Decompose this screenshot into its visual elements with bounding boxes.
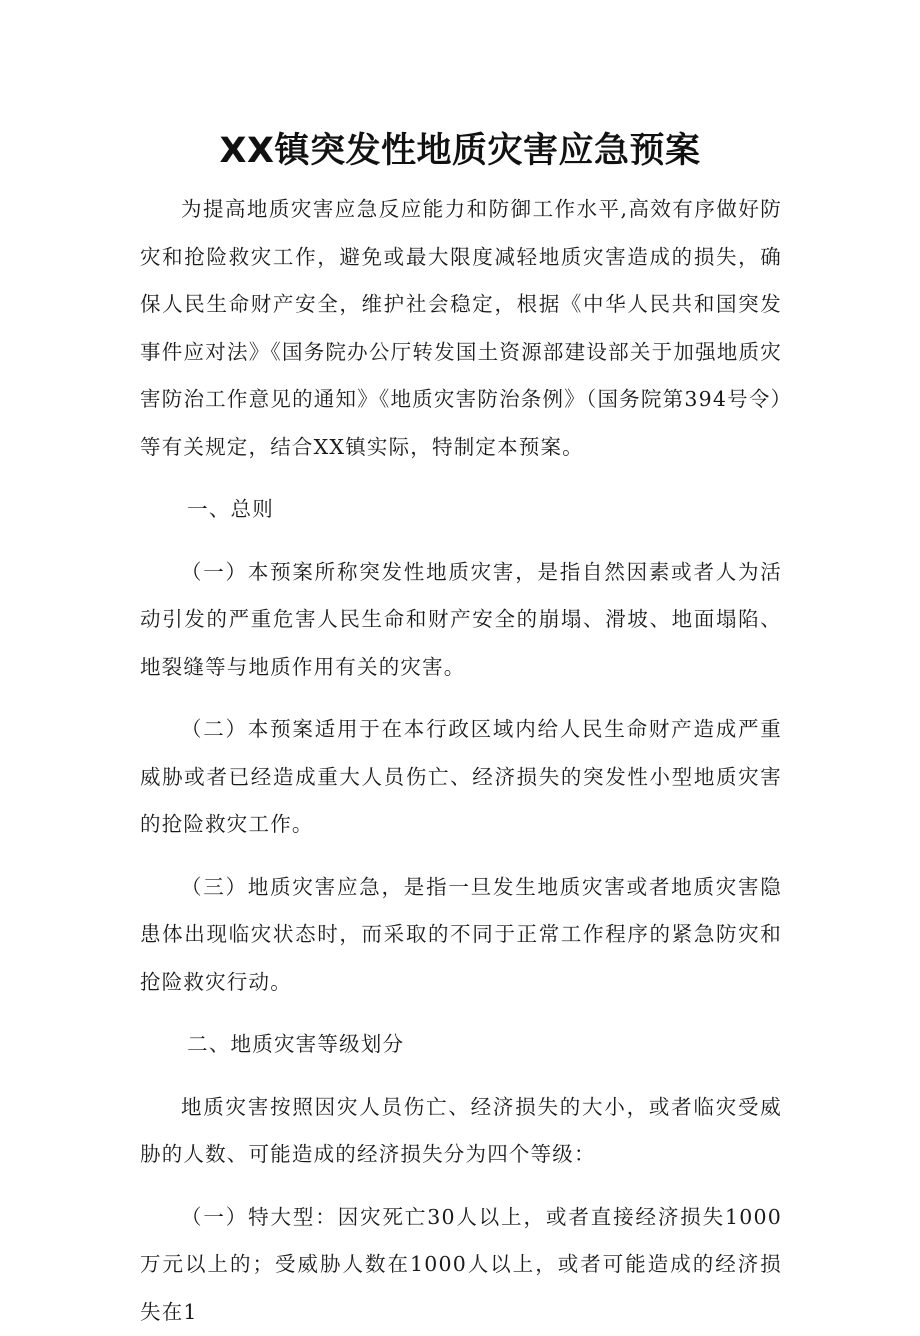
paragraph-spacer	[140, 849, 782, 864]
document-title: XX镇突发性地质灾害应急预案	[0, 126, 920, 176]
section1-paragraph-2: （二）本预案适用于在本行政区域内给人民生命财产造成严重威胁或者已经造成重大人员伤亡、经济损失的突发性小型地质灾害的抢险救灾工作。	[140, 706, 782, 849]
section2-paragraph-2: （一）特大型：因灾死亡30人以上，或者直接经济损失1000万元以上的；受威胁人数在1000人以上，或者可能造成的经济损失在1	[140, 1194, 782, 1336]
document-body	[140, 186, 782, 1336]
section-heading-classification: 二、地质灾害等级划分	[140, 1021, 782, 1069]
paragraph-spacer	[140, 1179, 782, 1194]
section2-paragraph-1: 地质灾害按照因灾人员伤亡、经济损失的大小，或者临灾受威胁的人数、可能造成的经济损失分为四个等级：	[140, 1084, 782, 1179]
paragraph-spacer	[140, 1006, 782, 1021]
paragraph-spacer	[140, 534, 782, 549]
intro-paragraph: 为提高地质灾害应急反应能力和防御工作水平,高效有序做好防灾和抢险救灾工作，避免或最大限度减轻地质灾害造成的损失，确保人民生命财产安全，维护社会稳定，根据《中华人民共和国突发事件应对法》《国务院办公厅转发国土资源部建设部关于加强地质灾害防治工作意见的通知》《地质灾害防治条例》（国务院第394号令）等有关规定，结合XX镇实际，特制定本预案。	[140, 186, 782, 471]
section-heading-general: 一、总则	[140, 486, 782, 534]
section1-paragraph-3: （三）地质灾害应急，是指一旦发生地质灾害或者地质灾害隐患体出现临灾状态时，而采取的不同于正常工作程序的紧急防灾和抢险救灾行动。	[140, 864, 782, 1007]
paragraph-spacer	[140, 471, 782, 486]
section1-paragraph-1: （一）本预案所称突发性地质灾害，是指自然因素或者人为活动引发的严重危害人民生命和财产安全的崩塌、滑坡、地面塌陷、地裂缝等与地质作用有关的灾害。	[140, 549, 782, 692]
paragraph-spacer	[140, 691, 782, 706]
paragraph-spacer	[140, 1069, 782, 1084]
